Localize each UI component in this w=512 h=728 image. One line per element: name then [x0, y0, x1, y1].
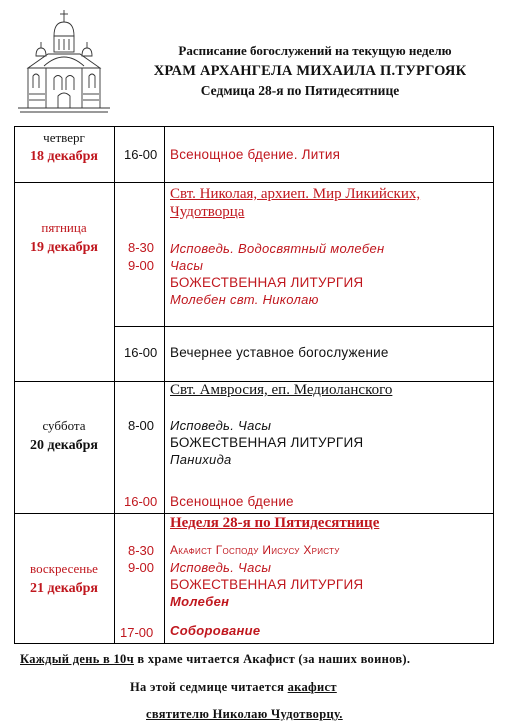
- date-friday: 19 декабря: [29, 240, 98, 255]
- service-name: Панихида: [170, 452, 232, 467]
- service-name: Часы: [170, 258, 204, 273]
- feast-title: Неделя 28-я по Пятидесятнице: [170, 515, 380, 531]
- feast-title: Свт. Николая, архиеп. Мир Ликийских,: [170, 186, 421, 202]
- table-border-right: [493, 126, 494, 644]
- row-divider: [14, 182, 494, 183]
- service-name: Вечернее уставное богослужение: [170, 345, 389, 360]
- service-name: Всенощное бдение. Лития: [170, 147, 341, 162]
- table-border-top: [14, 126, 494, 127]
- date-sunday: 21 декабря: [29, 581, 98, 596]
- column-divider: [164, 126, 165, 644]
- church-name: ХРАМ АРХАНГЕЛА МИХАИЛА П.ТУРГОЯК: [153, 63, 467, 79]
- column-divider: [114, 126, 115, 644]
- footer-note-week: На этой седмице читается: [130, 680, 288, 694]
- date-thursday: 18 декабря: [29, 149, 98, 164]
- schedule-table: [14, 126, 494, 644]
- feast-title: Чудотворца: [170, 204, 245, 220]
- service-time: 8-30: [128, 543, 155, 558]
- service-name: Исповедь. Часы: [170, 560, 272, 575]
- service-name: Исповедь. Часы: [170, 418, 272, 433]
- service-name: БОЖЕСТВЕННАЯ ЛИТУРГИЯ: [170, 275, 364, 290]
- service-name: Всенощное бдение: [170, 494, 294, 509]
- weekday-thursday: четверг: [43, 130, 85, 145]
- row-divider: [14, 513, 494, 514]
- service-name: БОЖЕСТВЕННАЯ ЛИТУРГИЯ: [170, 435, 364, 450]
- date-saturday: 20 декабря: [29, 438, 98, 453]
- footer-note-akathist-link: акафист: [287, 680, 337, 694]
- service-name: Молебен свт. Николаю: [170, 292, 319, 307]
- service-time: 8-30: [128, 240, 155, 255]
- footer-note-2: [130, 680, 337, 695]
- table-border-bottom: [14, 643, 494, 644]
- service-time: 16-00: [124, 147, 158, 162]
- footer-note-daily: Каждый день в 10ч: [20, 652, 134, 666]
- row-divider: [114, 326, 494, 327]
- footer-note-1: [20, 652, 410, 667]
- footer-note-akathist: в храме читается Акафист (за наших воинов).: [133, 652, 411, 666]
- weekday-sunday: воскресенье: [30, 561, 98, 576]
- footer-note-3: святителю Николаю Чудотворцу.: [146, 707, 343, 721]
- service-name: Молебен: [170, 594, 230, 609]
- service-time: 16-00: [124, 494, 158, 509]
- weekday-friday: пятница: [41, 220, 87, 235]
- service-name: Исповедь. Водосвятный молебен: [170, 241, 385, 256]
- service-time: 9-00: [128, 560, 155, 575]
- header-title: Расписание богослужений на текущую неделю: [178, 43, 452, 58]
- service-time: 16-00: [124, 345, 158, 360]
- service-time: 9-00: [128, 258, 155, 273]
- feast-title: Свт. Амвросия, еп. Медиоланского: [170, 382, 393, 398]
- service-name: БОЖЕСТВЕННАЯ ЛИТУРГИЯ: [170, 577, 364, 592]
- service-name: Соборование: [170, 623, 261, 638]
- service-time: 17-00: [120, 625, 154, 640]
- week-name: Седмица 28-я по Пятидесятнице: [200, 83, 400, 98]
- weekday-saturday: суббота: [42, 418, 86, 433]
- service-name: Акафист Господу Иисусу Христу: [170, 543, 340, 557]
- church-illustration: [14, 8, 114, 118]
- service-time: 8-00: [128, 418, 155, 433]
